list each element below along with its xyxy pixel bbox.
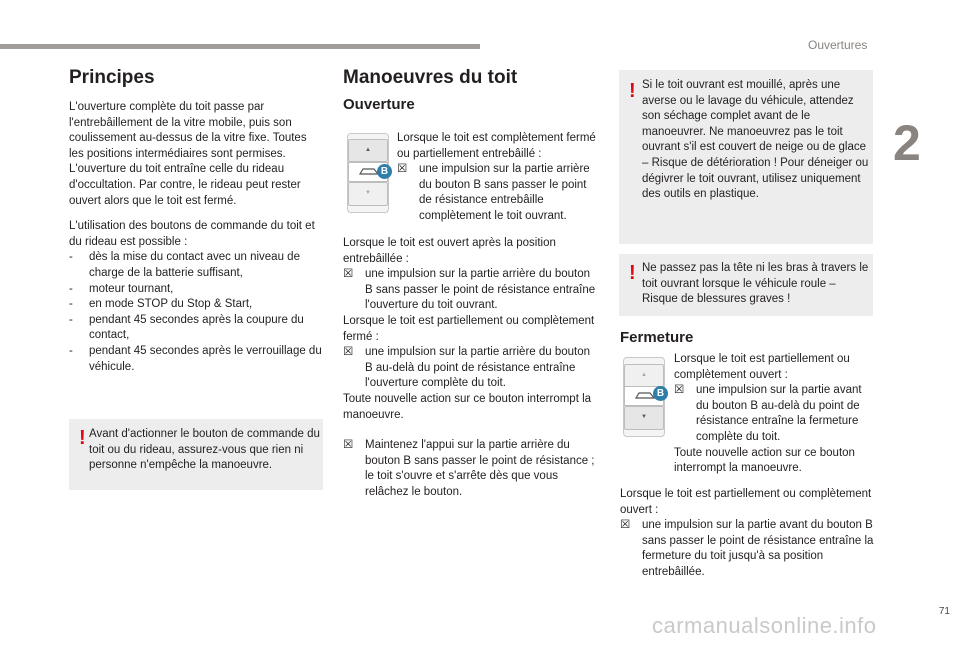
- paragraph: L'ouverture complète du toit passe par l'entrebâillement de la vitre mobile, puis son coulissement au-dessus de la vitre fixe. Toutes les positions intermédiaires sont permises.: [69, 101, 307, 160]
- heading-ouverture: Ouverture: [343, 96, 415, 113]
- instruction-text: une impulsion sur la partie arrière du bouton B sans passer le point de résistance entraîne l'ouverture du toit ouvrant.: [365, 268, 596, 312]
- heading-manoeuvres: Manoeuvres du toit: [343, 67, 518, 88]
- checkbox-bullet-icon: ☒: [620, 519, 631, 532]
- header-bar: [0, 44, 480, 49]
- car-roof-icon: [359, 166, 379, 176]
- section-title: Ouvertures: [808, 38, 868, 52]
- checkbox-bullet-icon: ☒: [343, 268, 354, 281]
- paragraph: L'ouverture du toit entraîne celle du rideau d'occultation. Par contre, le rideau peut rester ouvert alors que le toit est fermé.: [69, 163, 301, 207]
- warning-box: [69, 419, 323, 490]
- roof-switch-illustration: [623, 357, 665, 437]
- paragraph: Lorsque le toit est partiellement ou complètement ouvert :: [674, 353, 850, 381]
- badge-b-icon: B: [653, 386, 668, 401]
- roof-switch-illustration: [347, 133, 389, 213]
- instruction-item: [343, 267, 599, 314]
- paragraph: L'utilisation des boutons de commande du toit et du rideau est possible :: [69, 220, 315, 248]
- paragraph: Lorsque le toit est partiellement ou complètement fermé :: [343, 314, 595, 343]
- list-item: - dès la mise du contact avec un niveau de charge de la batterie suffisant,: [69, 250, 323, 281]
- instruction-text: une impulsion sur la partie arrière du bouton B sans passer le point de résistance entrebâille complètement le toit ouvrant.: [419, 163, 590, 222]
- column-principes: [69, 67, 323, 375]
- paragraph: Lorsque le toit est ouvert après la position entrebâillée :: [343, 237, 556, 265]
- instruction-item: [620, 518, 876, 580]
- chapter-number: 2: [893, 115, 921, 171]
- checkbox-bullet-icon: ☒: [343, 439, 354, 452]
- warning-text: Avant d'actionner le bouton de commande du toit ou du rideau, assurez-vous que rien ni personne n'empêche la manoeuvre.: [89, 428, 320, 472]
- arrow-down-icon: ▼: [365, 190, 371, 196]
- paragraph: Toute nouvelle action sur ce bouton interrompt la manoeuvre.: [343, 392, 592, 421]
- badge-b-icon: B: [377, 164, 392, 179]
- switch-rear-part: [624, 406, 664, 430]
- paragraph: Lorsque le toit est complètement fermé ou partiellement entrebâillé :: [397, 132, 596, 160]
- fermeture-details: [620, 487, 876, 581]
- instruction-item: [343, 438, 599, 500]
- page-number: 71: [938, 606, 950, 617]
- checkbox-bullet-icon: ☒: [674, 384, 685, 397]
- ouverture-details: [343, 236, 599, 501]
- instruction-item: [674, 383, 874, 445]
- switch-front-part: [624, 364, 664, 387]
- checkbox-bullet-icon: ☒: [397, 163, 408, 176]
- watermark: carmanualsonline.info: [652, 613, 877, 638]
- conditions-list: [69, 250, 323, 375]
- instruction-text: Maintenez l'appui sur la partie arrière du bouton B sans passer le point de résistance ; le toit s'ouvre et s'arrête dès que vous relâchez le bouton.: [365, 439, 595, 498]
- list-item: - pendant 45 secondes après le verrouillage du véhicule.: [69, 344, 323, 375]
- warning-text: Ne passez pas la tête ni les bras à travers le toit ouvrant lorsque le véhicule roule – Risque de blessures graves !: [642, 262, 869, 306]
- heading-principes: Principes: [69, 67, 155, 88]
- paragraph: Lorsque le toit est partiellement ou complètement ouvert :: [620, 488, 872, 516]
- list-item: - en mode STOP du Stop & Start,: [69, 297, 323, 313]
- list-item: - pendant 45 secondes après la coupure du contact,: [69, 313, 323, 344]
- column-manoeuvres: [343, 67, 599, 114]
- warning-box: [619, 254, 873, 316]
- arrow-down-icon: ▼: [641, 414, 647, 420]
- arrow-up-icon: ▲: [641, 372, 647, 378]
- arrow-up-icon: ▲: [365, 147, 371, 153]
- checkbox-bullet-icon: ☒: [343, 346, 354, 359]
- instruction-text: une impulsion sur la partie avant du bouton B sans passer le point de résistance entraîne la fermeture du toit jusqu'à sa position entrebâillée.: [642, 519, 874, 578]
- instruction-text: une impulsion sur la partie arrière du bouton B au-delà du point de résistance entraîne l'ouverture complète du toit.: [365, 346, 591, 390]
- fermeture-intro-block: [674, 352, 874, 477]
- warning-icon: !: [629, 262, 636, 284]
- warning-text: Si le toit ouvrant est mouillé, après une averse ou le lavage du véhicule, attendez son séchage complet avant de le manoeuvrer. Ne manoeuvrez pas le toit ouvrant s'il est couvert de neige ou de glace – Risque de détérioration ! Pour déneiger ou dégivrer le toit ouvrant, utilisez uniquement des outils en plastique.: [642, 79, 869, 201]
- switch-front-part: [348, 139, 388, 162]
- switch-rear-part: [348, 182, 388, 206]
- heading-fermeture: Fermeture: [620, 329, 694, 346]
- ouverture-intro-block: [397, 131, 597, 225]
- list-item: - moteur tournant,: [69, 282, 323, 298]
- warning-box: [619, 70, 873, 244]
- instruction-item: [343, 345, 599, 392]
- warning-icon: !: [629, 80, 636, 102]
- warning-icon: !: [79, 427, 86, 449]
- car-roof-icon: [635, 390, 655, 400]
- instruction-text: une impulsion sur la partie avant du bouton B au-delà du point de résistance entraîne la fermeture complète du toit.: [696, 384, 862, 443]
- paragraph: Toute nouvelle action sur ce bouton interrompt la manoeuvre.: [674, 446, 855, 475]
- instruction-item: [397, 162, 597, 224]
